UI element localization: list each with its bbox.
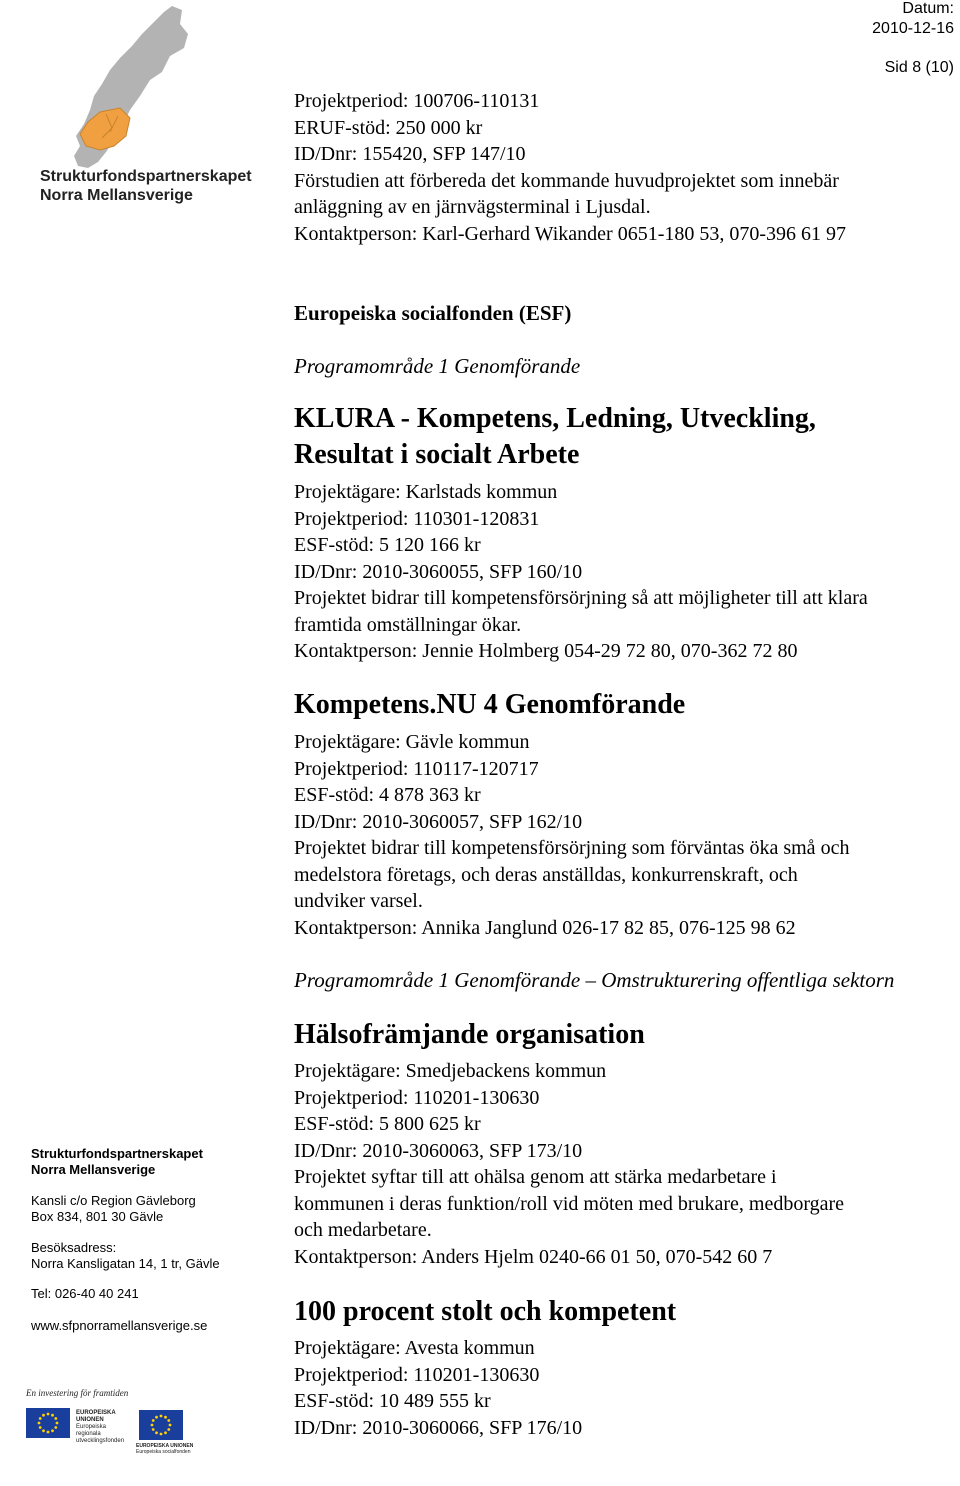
document-date: 2010-12-16: [872, 20, 954, 37]
project-title: 100 procent stolt och kompetent: [294, 1296, 677, 1327]
erdf-label-line: utvecklingsfonden: [76, 1438, 125, 1444]
project-id: ID/Dnr: 2010-3060066, SFP 176/10: [294, 1416, 583, 1439]
logo-text-line1: Strukturfondspartnerskapet: [40, 168, 252, 185]
project-owner: Projektägare: Avesta kommun: [294, 1337, 535, 1359]
footer-visit-address: Norra Kansligatan 14, 1 tr, Gävle: [31, 1256, 220, 1271]
top-line-4: Förstudien att förbereda det kommande huvudprojektet som innebär: [294, 169, 839, 192]
project-period: Projektperiod: 110201-130630: [294, 1086, 540, 1109]
project-contact: Kontaktperson: Annika Janglund 026-17 82 85, 076-125 98 62: [294, 916, 796, 939]
footer-org-name: Strukturfondspartnerskapet: [31, 1146, 203, 1161]
footer-phone: Tel: 026-40 40 241: [31, 1286, 139, 1301]
project-description: undviker varsel.: [294, 890, 423, 912]
footer-visit-label: Besöksadress:: [31, 1240, 117, 1255]
erdf-label-line: regionala: [76, 1431, 101, 1437]
top-line-6: Kontaktperson: Karl-Gerhard Wikander 0651-180 53, 070-396 61 97: [294, 222, 847, 245]
erdf-label: [76, 1410, 124, 1445]
partnership-logo: [22, 0, 252, 215]
project-period: Projektperiod: 110117-120717: [294, 757, 539, 780]
program-heading-2: Programområde 1 Genomförande – Omstrukturering offentliga sektorn: [294, 968, 895, 992]
footer-address: Kansli c/o Region Gävleborg: [31, 1193, 196, 1208]
footer-org-name: Norra Mellansverige: [31, 1162, 156, 1177]
erdf-label-line: EUROPEISKA: [76, 1410, 116, 1416]
eu-flag-erdf-icon: [26, 1408, 70, 1438]
date-label: Datum:: [902, 0, 954, 17]
project-description: medelstora företags, och deras anställdas, konkurrenskraft, och: [294, 863, 798, 886]
top-line-5: anläggning av en järnvägsterminal i Ljusdal.: [294, 196, 651, 218]
project-title: Resultat i socialt Arbete: [294, 439, 580, 470]
top-line-1: Projektperiod: 100706-110131: [294, 90, 540, 112]
eu-logos: [24, 1386, 224, 1481]
project-id: ID/Dnr: 2010-3060063, SFP 173/10: [294, 1139, 583, 1162]
eu-slogan: En investering för framtiden: [26, 1388, 129, 1398]
project-description: Projektet bidrar till kompetensförsörjning så att möjligheter till att klara: [294, 587, 868, 609]
eu-flag-esf-icon: [139, 1410, 183, 1440]
fund-heading: Europeiska socialfonden (ESF): [294, 301, 572, 325]
project-description: kommunen i deras funktion/roll vid möten med brukare, medborgare: [294, 1192, 845, 1215]
project-period: Projektperiod: 110301-120831: [294, 507, 540, 530]
project-id: ID/Dnr: 2010-3060055, SFP 160/10: [294, 560, 583, 583]
project-funding: ESF-stöd: 10 489 555 kr: [294, 1390, 491, 1412]
project-title: Hälsofrämjande organisation: [294, 1019, 645, 1050]
esf-label-line: Europeiska socialfonden: [136, 1449, 191, 1455]
logo-text-line2: Norra Mellansverige: [40, 187, 193, 204]
project-description: och medarbetare.: [294, 1219, 432, 1241]
project-period: Projektperiod: 110201-130630: [294, 1363, 540, 1386]
project-contact: Kontaktperson: Anders Hjelm 0240-66 01 50, 070-542 60 7: [294, 1245, 773, 1268]
project-title: KLURA - Kompetens, Ledning, Utveckling,: [294, 403, 816, 434]
project-owner: Projektägare: Gävle kommun: [294, 731, 530, 753]
footer-address: Box 834, 801 30 Gävle: [31, 1209, 164, 1224]
project-description: Projektet bidrar till kompetensförsörjning som förväntas öka små och: [294, 837, 850, 859]
project-description: Projektet syftar till att ohälsa genom att stärka medarbetare i: [294, 1166, 777, 1188]
project-title: Kompetens.NU 4 Genomförande: [294, 689, 686, 720]
project-description: framtida omställningar ökar.: [294, 613, 522, 636]
project-id: ID/Dnr: 2010-3060057, SFP 162/10: [294, 810, 583, 833]
project-contact: Kontaktperson: Jennie Holmberg 054-29 72 80, 070-362 72 80: [294, 640, 798, 662]
project-funding: ESF-stöd: 5 800 625 kr: [294, 1113, 481, 1135]
top-line-3: ID/Dnr: 155420, SFP 147/10: [294, 143, 526, 165]
esf-label-line: EUROPEISKA UNIONEN: [136, 1443, 194, 1449]
sweden-map-icon: [22, 0, 237, 175]
footer-website[interactable]: www.sfpnorramellansverige.se: [31, 1318, 208, 1333]
erdf-label-line: Europeiska: [76, 1424, 107, 1430]
esf-label: [136, 1443, 193, 1455]
erdf-label-line: UNIONEN: [76, 1417, 104, 1423]
top-line-2: ERUF-stöd: 250 000 kr: [294, 116, 483, 139]
program-heading-1: Programområde 1 Genomförande: [294, 354, 581, 378]
project-funding: ESF-stöd: 4 878 363 kr: [294, 784, 481, 806]
project-owner: Projektägare: Smedjebackens kommun: [294, 1060, 607, 1082]
project-owner: Projektägare: Karlstads kommun: [294, 481, 558, 503]
project-funding: ESF-stöd: 5 120 166 kr: [294, 534, 481, 556]
page-number: Sid 8 (10): [884, 59, 954, 76]
